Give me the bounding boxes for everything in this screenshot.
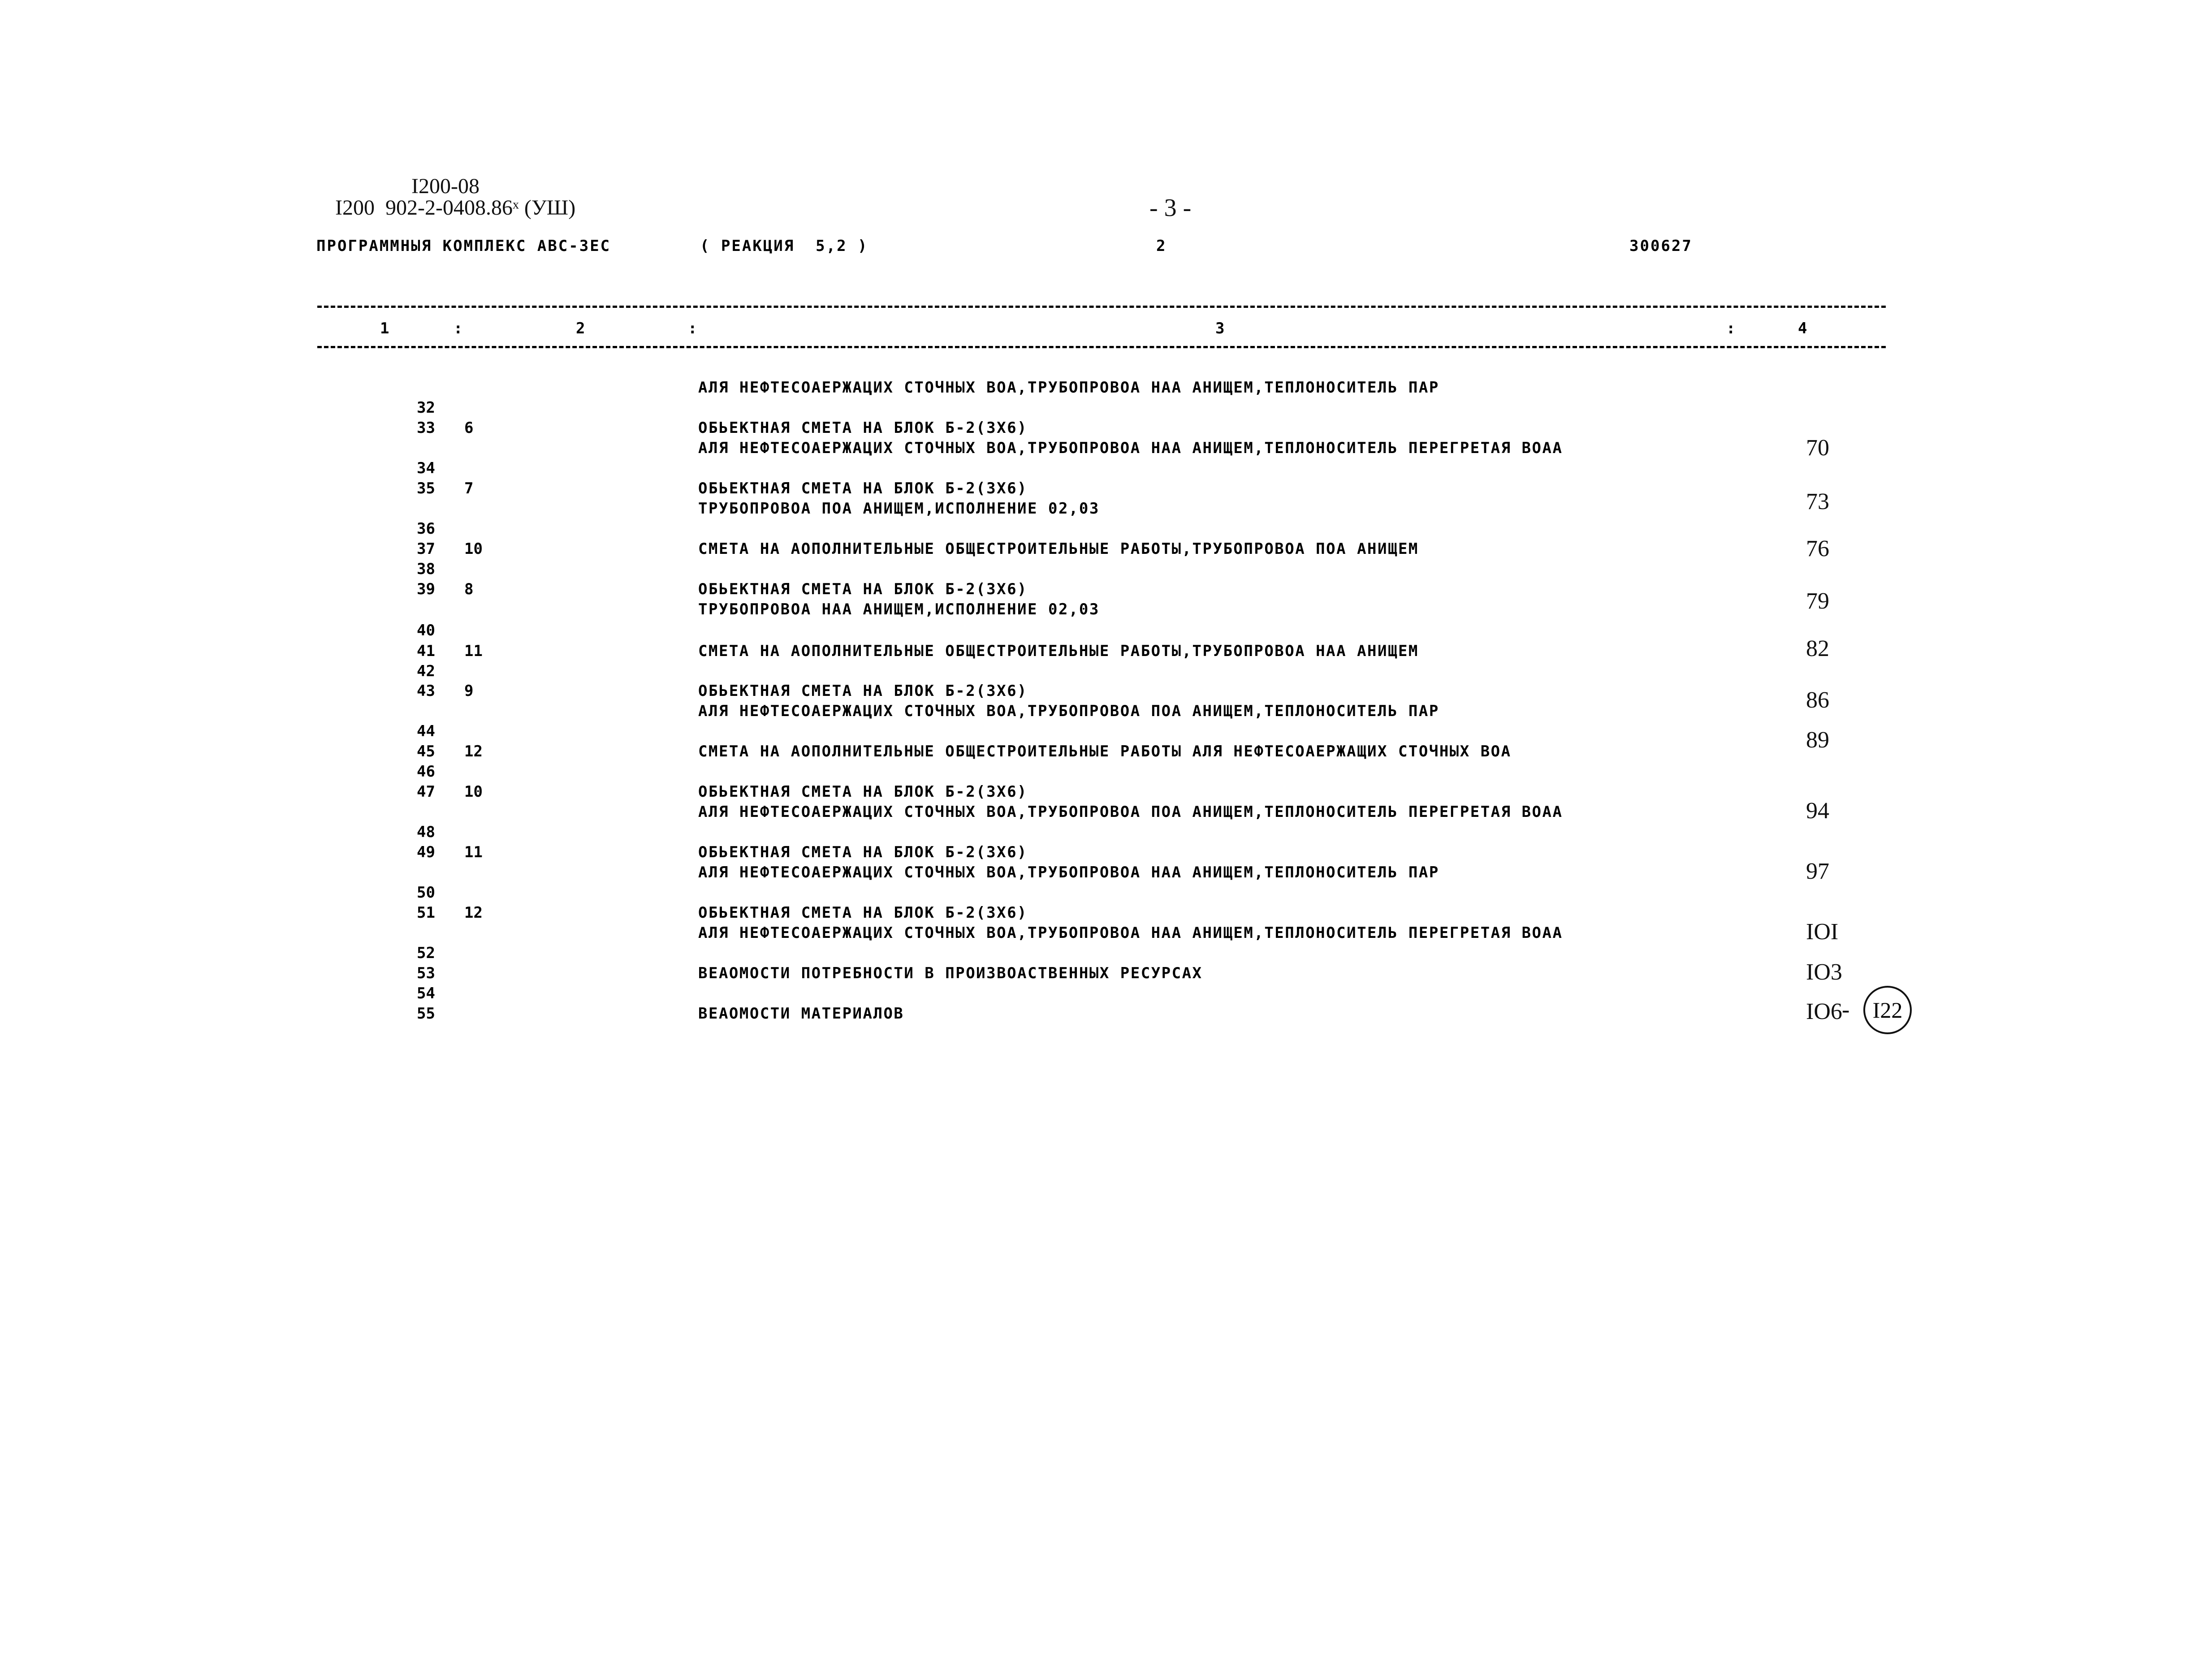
column-separator: : [688,319,697,337]
page-reference: 94 [1806,798,1829,824]
edition-label: ( РЕАКЦИЯ 5,2 ) [700,237,868,255]
row-description: ВЕАОМОСТИ ПОТРЕБНОСТИ В ПРОИЗВОАСТВЕННЫХ РЕСУРСАХ [698,964,1203,982]
row-description: ТРУБОПРОВОА ПОА АНИЩЕМ,ИСПОЛНЕНИЕ 02,03 [698,500,1100,518]
page-reference: 73 [1806,489,1829,514]
total-dash: - [1842,997,1850,1023]
group-number: 12 [464,904,483,922]
group-number: 7 [464,479,474,497]
row-description: ОБЬЕКТНАЯ СМЕТА НА БЛОК Б-2(3Х6) [698,580,1028,598]
page-reference: IO3 [1806,959,1842,985]
line-number: 38 [417,560,435,578]
row-description: АЛЯ НЕФТЕСОАЕРЖАЦИХ СТОЧНЫХ ВОА,ТРУБОПРОВОА ПОА АНИЩЕМ,ТЕПЛОНОСИТЕЛЬ ПЕРЕГРЕТАЯ ВОАА [698,803,1563,821]
group-number: 11 [464,642,483,660]
row-description: ОБЬЕКТНАЯ СМЕТА НА БЛОК Б-2(3Х6) [698,783,1028,801]
row-description: АЛЯ НЕФТЕСОАЕРЖАЦИХ СТОЧНЫХ ВОА,ТРУБОПРОВОА НАА АНИЩЕМ,ТЕПЛОНОСИТЕЛЬ ПЕРЕГРЕТАЯ ВОАА [698,924,1563,942]
line-number: 39 [417,580,435,598]
column-header-3: 3 [1215,319,1225,337]
row-description: СМЕТА НА АОПОЛНИТЕЛЬНЫЕ ОБЩЕСТРОИТЕЛЬНЫЕ РАБОТЫ,ТРУБОПРОВОА НАА АНИЩЕМ [698,642,1419,660]
document-id: 300627 [1629,237,1693,255]
page-reference: IOI [1806,919,1839,945]
total-pages-circle [1863,986,1912,1034]
row-description: АЛЯ НЕФТЕСОАЕРЖАЦИХ СТОЧНЫХ ВОА,ТРУБОПРОВОА НАА АНИЩЕМ,ТЕПЛОНОСИТЕЛЬ ПАР [698,379,1439,397]
row-description: ТРУБОПРОВОА НАА АНИЩЕМ,ИСПОЛНЕНИЕ 02,03 [698,600,1100,618]
line-number: 55 [417,1005,435,1023]
row-description: СМЕТА НА АОПОЛНИТЕЛЬНЫЕ ОБЩЕСТРОИТЕЛЬНЫЕ РАБОТЫ АЛЯ НЕФТЕСОАЕРЖАЩИХ СТОЧНЫХ ВОА [698,743,1512,760]
line-number: 51 [417,904,435,922]
line-number: 53 [417,964,435,982]
column-header-2: 2 [576,319,585,337]
line-number: 41 [417,642,435,660]
page-reference: 76 [1806,536,1829,561]
line-number: 46 [417,763,435,781]
row-description: ОБЬЕКТНАЯ СМЕТА НА БЛОК Б-2(3Х6) [698,419,1028,437]
line-number: 34 [417,459,435,477]
row-description: ВЕАОМОСТИ МАТЕРИАЛОВ [698,1005,904,1023]
line-number: 32 [417,399,435,417]
line-number: 48 [417,823,435,841]
line-number: 50 [417,884,435,902]
program-name: ПРОГРАММНЫЯ КОМПЛЕКС АВС-ЗЕС [316,237,611,255]
row-description: ОБЬЕКТНАЯ СМЕТА НА БЛОК Б-2(3Х6) [698,904,1028,922]
group-number: 10 [464,540,483,558]
line-number: 49 [417,843,435,861]
row-description: АЛЯ НЕФТЕСОАЕРЖАЦИХ СТОЧНЫХ ВОА,ТРУБОПРОВОА НАА АНИЩЕМ,ТЕПЛОНОСИТЕЛЬ ПАР [698,863,1439,881]
line-number: 52 [417,944,435,962]
table-rule-top [317,306,1886,308]
page-reference: 97 [1806,859,1829,884]
line-number: 44 [417,722,435,740]
column-separator: : [1726,319,1736,337]
line-number: 33 [417,419,435,437]
row-description: ОБЬЕКТНАЯ СМЕТА НА БЛОК Б-2(3Х6) [698,479,1028,497]
page-reference: 89 [1806,727,1829,753]
group-number: 8 [464,580,474,598]
page-reference: 82 [1806,636,1829,661]
line-number: 40 [417,622,435,639]
column-separator: : [454,319,463,337]
line-number: 43 [417,682,435,700]
column-header-4: 4 [1798,319,1807,337]
page-reference: 86 [1806,687,1829,713]
line-number: 45 [417,743,435,760]
document-code: I200 902-2-0408.86ˣ (УШ) [335,196,576,220]
group-number: 11 [464,843,483,861]
line-number: 36 [417,520,435,538]
line-number: 42 [417,662,435,680]
page-number: - 3 - [1149,194,1192,222]
line-number: 35 [417,479,435,497]
line-number: 47 [417,783,435,801]
row-description: ОБЬЕКТНАЯ СМЕТА НА БЛОК Б-2(3Х6) [698,682,1028,700]
sheet-number: 2 [1156,237,1167,255]
document-number-top: I200-08 [411,174,480,198]
row-description: СМЕТА НА АОПОЛНИТЕЛЬНЫЕ ОБЩЕСТРОИТЕЛЬНЫЕ РАБОТЫ,ТРУБОПРОВОА ПОА АНИЩЕМ [698,540,1419,558]
group-number: 10 [464,783,483,801]
line-number: 54 [417,984,435,1002]
group-number: 6 [464,419,474,437]
total-pages: I22 [1872,997,1903,1023]
column-header-1: 1 [380,319,389,337]
row-description: АЛЯ НЕФТЕСОАЕРЖАЦИХ СТОЧНЫХ ВОА,ТРУБОПРОВОА НАА АНИЩЕМ,ТЕПЛОНОСИТЕЛЬ ПЕРЕГРЕТАЯ ВОАА [698,439,1563,457]
group-number: 9 [464,682,474,700]
page-reference: IO6 [1806,999,1842,1024]
line-number: 37 [417,540,435,558]
row-description: ОБЬЕКТНАЯ СМЕТА НА БЛОК Б-2(3Х6) [698,843,1028,861]
page-reference: 79 [1806,588,1829,614]
group-number: 12 [464,743,483,760]
table-rule-bottom [317,346,1886,348]
row-description: АЛЯ НЕФТЕСОАЕРЖАЦИХ СТОЧНЫХ ВОА,ТРУБОПРОВОА ПОА АНИЩЕМ,ТЕПЛОНОСИТЕЛЬ ПАР [698,702,1439,720]
page-reference: 70 [1806,435,1829,461]
